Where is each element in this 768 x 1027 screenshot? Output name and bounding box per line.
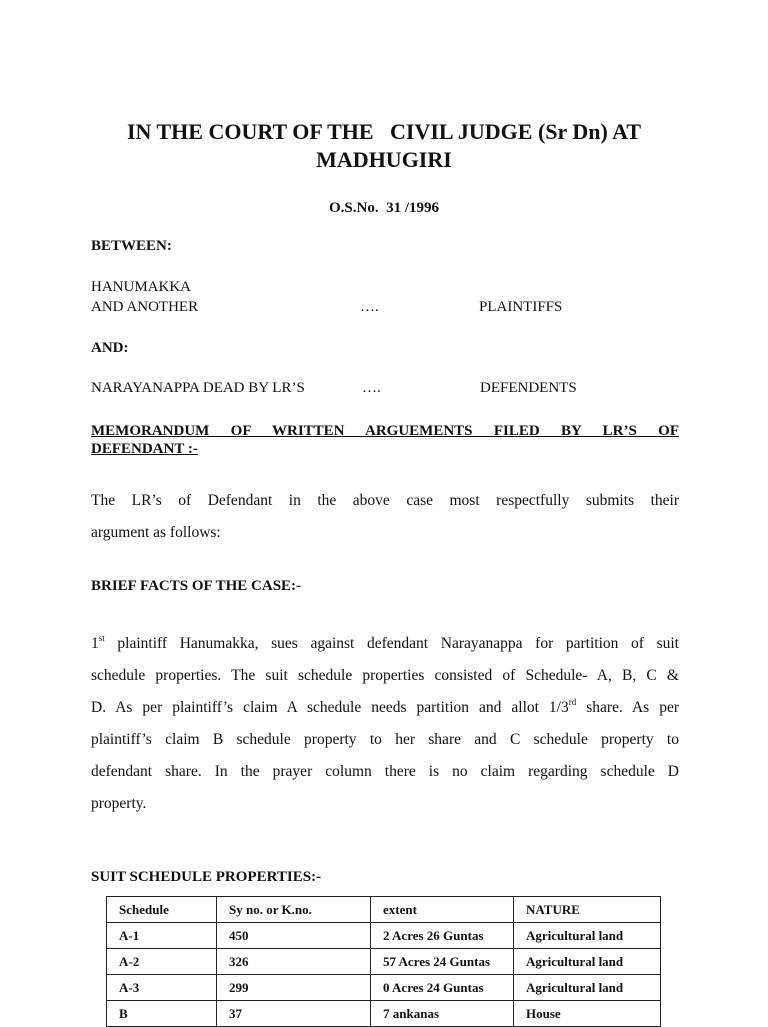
intro-paragraph	[91, 491, 679, 555]
facts-line5: defendant share. In the prayer column there is no claim regarding schedule D	[91, 763, 679, 780]
facts-line3-text-a: D. As per plaintiff’s claim A schedule needs partition and allot 1/3	[91, 699, 569, 716]
table-cell: 0 Acres 24 Guntas	[371, 975, 514, 1001]
facts-paragraph	[91, 634, 679, 826]
table-cell: 299	[217, 975, 371, 1001]
court-title	[60, 118, 708, 174]
table-cell: 2 Acres 26 Guntas	[371, 923, 514, 949]
facts-line6: property.	[91, 795, 147, 812]
table-cell: Agricultural land	[514, 923, 661, 949]
intro-line2: argument as follows:	[91, 524, 221, 541]
schedule-heading: SUIT SCHEDULE PROPERTIES:-	[91, 869, 322, 885]
column-header: Sy no. or K.no.	[217, 897, 371, 923]
table-cell: 7 ankanas	[371, 1001, 514, 1027]
table-cell: Agricultural land	[514, 949, 661, 975]
facts-heading: BRIEF FACTS OF THE CASE:-	[91, 578, 302, 594]
column-header: NATURE	[514, 897, 661, 923]
table-cell: 57 Acres 24 Guntas	[371, 949, 514, 975]
between-label: BETWEEN:	[91, 238, 172, 254]
ordinal-number: 1	[91, 635, 99, 652]
court-title-line1: IN THE COURT OF THE CIVIL JUDGE (Sr Dn) AT	[126, 119, 642, 144]
defendant-role: DEFENDENTS	[480, 380, 577, 396]
column-header: extent	[371, 897, 514, 923]
defendant-dots: ….	[362, 380, 381, 396]
table-cell: House	[514, 1001, 661, 1027]
table-row	[107, 949, 661, 975]
table-cell: A-3	[107, 975, 217, 1001]
and-label: AND:	[91, 340, 129, 356]
facts-line2: schedule properties. The suit schedule properties consisted of Schedule- A, B, C &	[91, 667, 679, 684]
table-row	[107, 1001, 661, 1027]
facts-line1-text: plaintiff Hanumakka, sues against defendant Narayanappa for partition of suit	[104, 635, 679, 652]
plaintiff-dots: ….	[360, 299, 379, 315]
table-cell: A-2	[107, 949, 217, 975]
table-cell: 326	[217, 949, 371, 975]
table-cell: 450	[217, 923, 371, 949]
table-cell: B	[107, 1001, 217, 1027]
plaintiff-role: PLAINTIFFS	[479, 299, 563, 315]
case-number: O.S.No. 31 /1996	[328, 200, 439, 216]
plaintiff-name: HANUMAKKA	[91, 279, 191, 295]
memo-heading-line2: DEFENDANT :-	[91, 441, 198, 457]
memo-heading-line1: MEMORANDUM OF WRITTEN ARGUEMENTS FILED BY LR’S OF	[91, 423, 679, 439]
fraction-suffix: rd	[568, 697, 577, 707]
schedule-table	[106, 896, 661, 1027]
table-row	[107, 923, 661, 949]
facts-line3-text-b: share. As per	[576, 699, 679, 716]
table-cell: A-1	[107, 923, 217, 949]
table-row	[107, 975, 661, 1001]
plaintiff-line2: AND ANOTHER	[91, 299, 199, 315]
facts-line1	[91, 634, 679, 666]
table-cell: Agricultural land	[514, 975, 661, 1001]
court-title-line2: MADHUGIRI	[316, 147, 452, 172]
facts-line3	[91, 698, 679, 730]
column-header: Schedule	[107, 897, 217, 923]
defendant-name: NARAYANAPPA DEAD BY LR’S	[91, 380, 305, 396]
facts-line4: plaintiff’s claim B schedule property to her share and C schedule property to	[91, 731, 679, 748]
table-cell: 37	[217, 1001, 371, 1027]
table-header-row	[107, 897, 661, 923]
intro-line1: The LR’s of Defendant in the above case most respectfully submits their	[91, 492, 679, 509]
ordinal-suffix: st	[98, 633, 105, 643]
